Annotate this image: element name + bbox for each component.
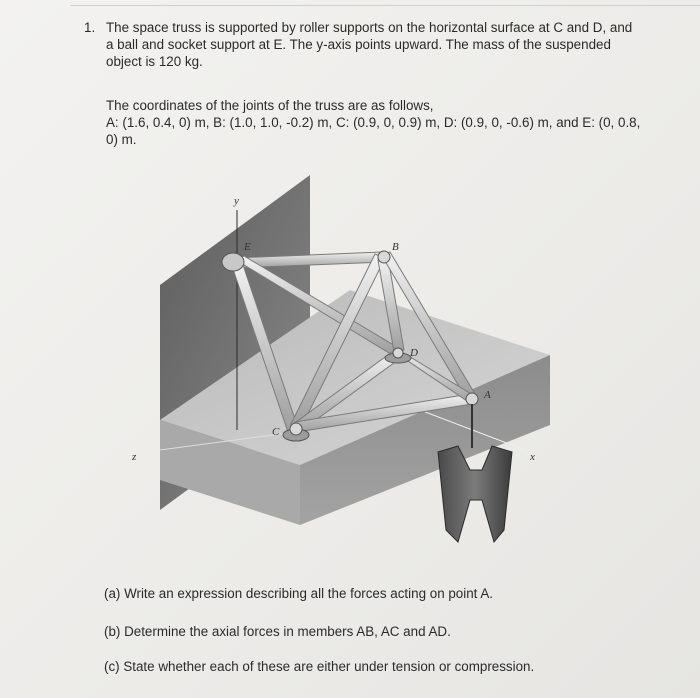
label-x: x bbox=[530, 451, 535, 463]
label-C: C bbox=[272, 426, 280, 438]
label-A: A bbox=[484, 389, 491, 401]
problem-number: 1. bbox=[84, 20, 96, 35]
truss-figure bbox=[120, 170, 570, 560]
question-a: (a) Write an expression describing all the forces acting on point A. bbox=[104, 586, 494, 601]
coordinates-intro: The coordinates of the joints of the truss are as follows, bbox=[106, 98, 434, 113]
joint-D bbox=[393, 348, 403, 358]
label-y: y bbox=[234, 195, 239, 207]
coordinates-block bbox=[106, 97, 646, 148]
label-D: D bbox=[410, 347, 418, 359]
label-E: E bbox=[244, 241, 251, 253]
truss-illustration bbox=[120, 170, 570, 560]
question-c: (c) State whether each of these are either under tension or compression. bbox=[104, 659, 535, 674]
coordinates-line: A: (1.6, 0.4, 0) m, B: (1.0, 1.0, -0.2) m, C: (0.9, 0, 0.9) m, D: (0.9, 0, -0.6) m, and E: (0, 0.8, 0) m. bbox=[106, 115, 641, 147]
problem-statement: The space truss is supported by roller supports on the horizontal surface at C and D, and a ball and socket support at E. The y-axis points upward. The mass of the suspended object is 120 kg. bbox=[106, 20, 633, 69]
label-z: z bbox=[132, 451, 137, 463]
question-b: (b) Determine the axial forces in members AB, AC and AD. bbox=[104, 624, 451, 639]
joint-C bbox=[290, 423, 302, 435]
label-B: B bbox=[392, 241, 399, 253]
joint-B bbox=[378, 251, 390, 263]
suspended-weight bbox=[438, 446, 512, 542]
top-rule bbox=[70, 5, 700, 6]
joint-A bbox=[466, 393, 478, 405]
support-E-ball-socket bbox=[222, 253, 244, 271]
